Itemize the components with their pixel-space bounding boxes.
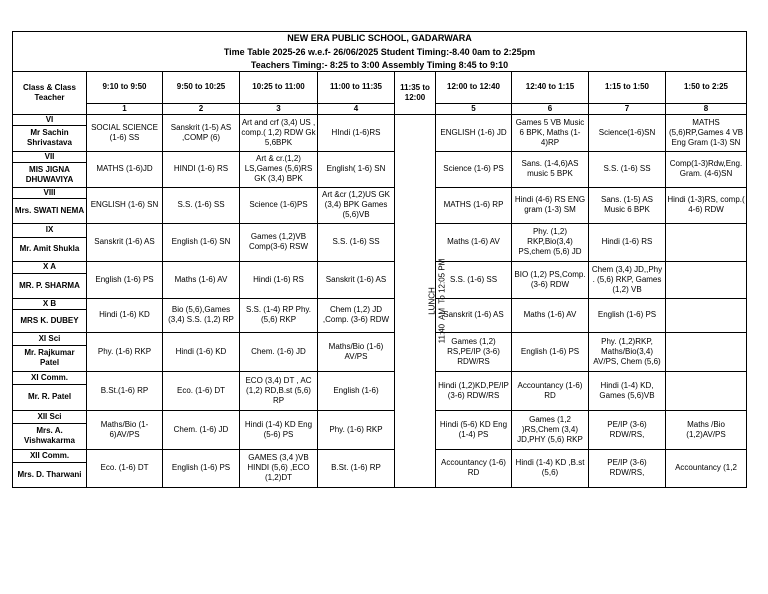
period-cell-7: Phy. (1,2)RKP, Maths/Bio(3,4) AV/PS, Chem (5,6) [589,332,666,371]
class-teacher-name: Mr Sachin Shrivastava [13,125,87,151]
time-header-7: 12:40 to 1:15 [512,71,589,103]
class-row [13,332,747,345]
period-number-1: 1 [87,103,163,114]
period-cell-5: Maths (1-6) AV [436,223,512,261]
period-cell-1: B.St.(1-6) RP [87,371,163,410]
period-cell-4: HIndi (1-6)RS [318,114,395,151]
period-cell-6: Maths (1-6) AV [512,298,589,332]
class-teacher-name: MR. P. SHARMA [13,273,87,298]
class-name: XI Comm. [13,371,87,384]
period-cell-7: S.S. (1-6) SS [589,151,666,187]
class-name: X B [13,298,87,309]
time-header-2: 9:50 to 10:25 [163,71,240,103]
period-cell-1: SOCIAL SCIENCE (1-6) SS [87,114,163,151]
period-cell-3: Art and crf (3,4) US , comp.( 1,2) RDW Gk 5,6BPK [240,114,318,151]
period-cell-5: S.S. (1-6) SS [436,261,512,298]
period-cell-3: Science (1-6)PS [240,187,318,223]
period-cell-6: BIO (1,2) PS,Comp. (3-6) RDW [512,261,589,298]
time-header-row [13,71,747,103]
class-teacher-name: Mrs. A. Vishwakarma [13,423,87,449]
class-teacher-header: Class & Class Teacher [13,71,87,114]
period-cell-8 [666,261,747,298]
period-cell-5: Sanskrit (1-6) AS [436,298,512,332]
period-cell-7: Science(1-6)SN [589,114,666,151]
period-cell-3: Art & cr.(1,2) LS,Games (5,6)RS GK (3,4) BPK [240,151,318,187]
period-cell-5: Accountancy (1-6) RD [436,449,512,487]
time-header-1: 9:10 to 9:50 [87,71,163,103]
period-cell-2: Bio (5,6),Games (3,4) S.S. (1,2) RP [163,298,240,332]
timetable [12,31,747,488]
time-header-4: 11:00 to 11:35 [318,71,395,103]
time-header-8: 1:15 to 1:50 [589,71,666,103]
time-header-5: 11:35 to 12:00 [395,71,436,114]
class-row [13,449,747,462]
school-name: NEW ERA PUBLIC SCHOOL, GADARWARA [13,32,747,46]
period-number-8: 8 [666,103,747,114]
class-teacher-name: MRS K. DUBEY [13,309,87,332]
period-cell-1: English (1-6) PS [87,261,163,298]
period-cell-6: Games 5 VB Music 6 BPK, Maths (1-4)RP [512,114,589,151]
period-number-7: 7 [589,103,666,114]
period-cell-3: S.S. (1-4) RP Phy. (5,6) RKP [240,298,318,332]
period-cell-7: English (1-6) PS [589,298,666,332]
period-number-2: 2 [163,103,240,114]
period-cell-5: Hindi (1,2)KD,PE/IP (3-6) RDW/RS [436,371,512,410]
period-cell-8: Comp(1-3)Rdw,Eng. Gram. (4-6)SN [666,151,747,187]
period-cell-6: Hindi (4-6) RS ENG gram (1-3) SM [512,187,589,223]
class-teacher-name: Mr. R. Patel [13,384,87,410]
period-cell-7: PE/IP (3-6) RDW/RS, [589,449,666,487]
period-cell-4: English (1-6) [318,371,395,410]
period-cell-8 [666,332,747,371]
period-cell-5: MATHS (1-6) RP [436,187,512,223]
class-name: XI Sci [13,332,87,345]
period-number-3: 3 [240,103,318,114]
period-number-row [13,103,747,114]
period-cell-3: GAMES (3,4 )VB HINDI (5,6) ,ECO (1,2)DT [240,449,318,487]
period-cell-7: Hindi (1-6) RS [589,223,666,261]
class-row [13,114,747,125]
period-cell-1: Phy. (1-6) RKP [87,332,163,371]
period-cell-1: Eco. (1-6) DT [87,449,163,487]
period-number-6: 6 [512,103,589,114]
teacher-timing: Teachers Timing:- 8:25 to 3:00 Assembly Timing 8:45 to 9:10 [13,60,747,72]
period-cell-3: Chem. (1-6) JD [240,332,318,371]
class-name: XII Comm. [13,449,87,462]
class-name: XII Sci [13,410,87,423]
class-row [13,151,747,162]
class-row [13,371,747,384]
class-name: VI [13,114,87,125]
class-teacher-name: Mrs. SWATI NEMA [13,198,87,223]
class-name: VII [13,151,87,162]
period-cell-4: English( 1-6) SN [318,151,395,187]
period-cell-2: S.S. (1-6) SS [163,187,240,223]
period-cell-5: Science (1-6) PS [436,151,512,187]
class-name: IX [13,223,87,237]
period-cell-5: Games (1,2) RS,PE/IP (3-6) RDW/RS [436,332,512,371]
class-teacher-name: MIS JIGNA DHUWAVIYA [13,162,87,187]
period-cell-3: Hindi (1-4) KD Eng (5-6) PS [240,410,318,449]
period-number-4: 4 [318,103,395,114]
class-teacher-name: Mrs. D. Tharwani [13,462,87,487]
period-cell-4: Sanskrit (1-6) AS [318,261,395,298]
period-cell-1: Sanskrit (1-6) AS [87,223,163,261]
period-cell-4: B.St. (1-6) RP [318,449,395,487]
lunch-break [395,114,447,487]
period-number-5: 5 [436,103,512,114]
period-cell-1: Maths/Bio (1-6)AV/PS [87,410,163,449]
period-cell-8: MATHS (5,6)RP,Games 4 VB Eng Gram (1-3) SN [666,114,747,151]
period-cell-8: Hindi (1-3)RS, comp.( 4-6) RDW [666,187,747,223]
time-header-6: 12:00 to 12:40 [436,71,512,103]
class-row [13,187,747,198]
period-cell-7: PE/IP (3-6) RDW/RS, [589,410,666,449]
period-cell-2: Hindi (1-6) KD [163,332,240,371]
class-name: X A [13,261,87,273]
period-cell-2: Eco. (1-6) DT [163,371,240,410]
period-cell-8: Maths /Bio (1,2)AV/PS [666,410,747,449]
period-cell-6: Games (1,2 )RS,Chem (3,4) JD,PHY (5,6) RKP [512,410,589,449]
period-cell-7: Sans. (1-5) AS Music 6 BPK [589,187,666,223]
period-cell-1: Hindi (1-6) KD [87,298,163,332]
period-cell-2: Sanskrit (1-5) AS ,COMP (6) [163,114,240,151]
period-cell-4: Chem (1,2) JD ,Comp. (3-6) RDW [318,298,395,332]
period-cell-2: HINDI (1-6) RS [163,151,240,187]
period-cell-8: Accountancy (1,2 [666,449,747,487]
period-cell-4: Maths/Bio (1-6) AV/PS [318,332,395,371]
period-cell-6: Accountancy (1-6) RD [512,371,589,410]
period-cell-2: Chem. (1-6) JD [163,410,240,449]
period-cell-4: Art &cr (1,2)US GK (3,4) BPK Games (5,6)VB [318,187,395,223]
period-cell-8 [666,223,747,261]
period-cell-6: Phy. (1,2) RKP,Bio(3,4) PS,chem (5,6) JD [512,223,589,261]
period-cell-8 [666,371,747,410]
timetable-sheet [12,31,746,488]
period-cell-2: Maths (1-6) AV [163,261,240,298]
period-cell-1: MATHS (1-6)JD [87,151,163,187]
class-row [13,410,747,423]
period-cell-6: English (1-6) PS [512,332,589,371]
period-cell-8 [666,298,747,332]
period-cell-3: Hindi (1-6) RS [240,261,318,298]
time-header-3: 10:25 to 11:00 [240,71,318,103]
period-cell-7: Chem (3,4) JD,,Phy . (5,6) RKP, Games (1,2) VB [589,261,666,298]
timetable-title: Time Table 2025-26 w.e.f- 26/06/2025 Student Timing:-8.40 0am to 2:25pm [13,46,747,60]
period-cell-6: Hindi (1-4) KD ,B.st (5,6) [512,449,589,487]
lunch-label: LUNCH 11:40 AM To 12:05 PM [427,258,447,343]
period-cell-3: Games (1,2)VB Comp(3-6) RSW [240,223,318,261]
time-header-9: 1:50 to 2:25 [666,71,747,103]
period-cell-5: Hindi (5-6) KD Eng (1-4) PS [436,410,512,449]
period-cell-6: Sans. (1-4,6)AS music 5 BPK [512,151,589,187]
period-cell-4: S.S. (1-6) SS [318,223,395,261]
timetable-body [13,32,747,488]
class-teacher-name: Mr. Rajkumar Patel [13,345,87,371]
period-cell-1: ENGLISH (1-6) SN [87,187,163,223]
class-row [13,261,747,273]
period-cell-7: Hindi (1-4) KD, Games (5,6)VB [589,371,666,410]
class-row [13,298,747,309]
class-teacher-name: Mr. Amit Shukla [13,237,87,261]
period-cell-2: English (1-6) PS [163,449,240,487]
period-cell-5: ENGLISH (1-6) JD [436,114,512,151]
period-cell-2: English (1-6) SN [163,223,240,261]
class-row [13,223,747,237]
period-cell-3: ECO (3,4) DT , AC (1,2) RD,B.st (5,6) RP [240,371,318,410]
class-name: VIII [13,187,87,198]
period-cell-4: Phy. (1-6) RKP [318,410,395,449]
